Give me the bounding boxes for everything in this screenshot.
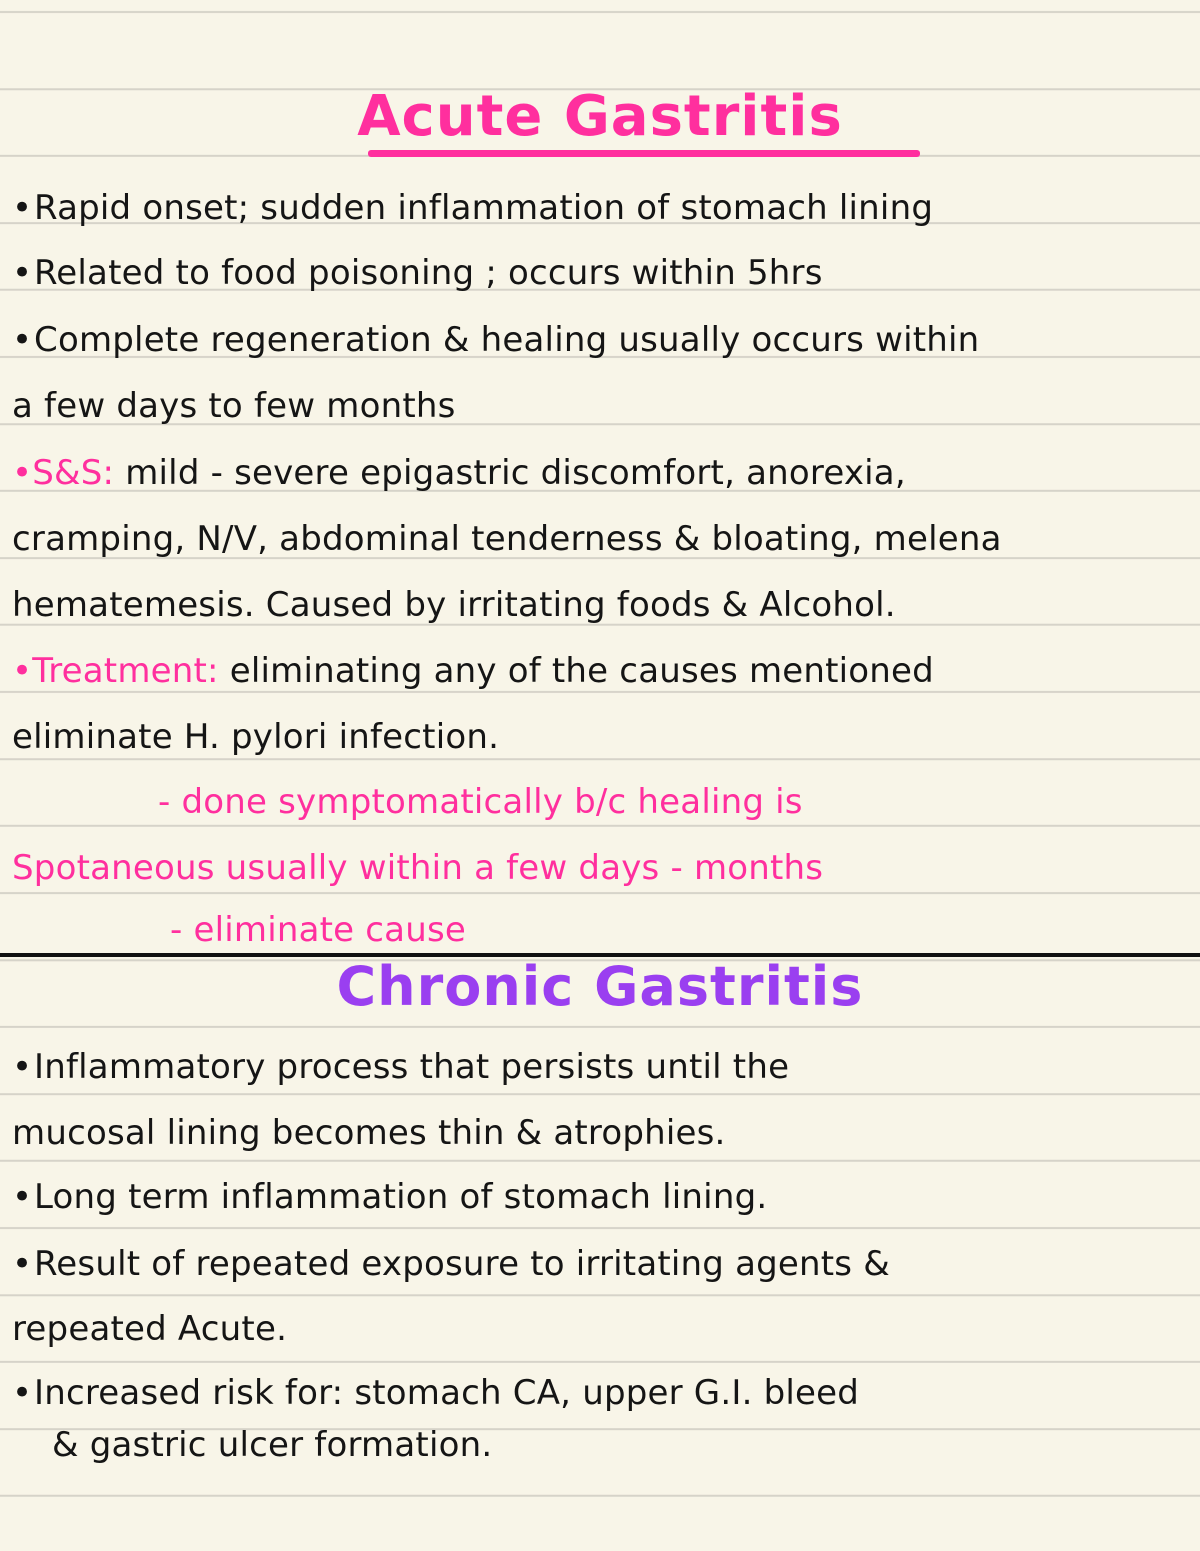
chronic-text-5: repeated Acute. <box>12 1309 288 1349</box>
bullet: • <box>12 188 33 228</box>
chronic-gastritis-title: Chronic Gastritis <box>336 955 864 1018</box>
acute-text-5: mild - severe epigastric discomfort, anorexia, <box>125 453 906 493</box>
acute-line-12 <box>170 905 1200 955</box>
bullet: • <box>12 1244 33 1284</box>
chronic-line-2 <box>12 1108 1197 1158</box>
chronic-line-7 <box>52 1420 1200 1470</box>
chronic-line-3 <box>12 1172 1197 1222</box>
acute-line-11 <box>12 843 1197 893</box>
chronic-text-6: Increased risk for: stomach CA, upper G.I. bleed <box>34 1373 860 1413</box>
acute-line-9 <box>12 712 1197 762</box>
title-underline <box>368 150 920 157</box>
bullet: • <box>12 320 33 360</box>
bullet: • <box>12 253 33 293</box>
chronic-line-1 <box>12 1042 1197 1092</box>
acute-line-1 <box>12 183 1197 233</box>
acute-line-7 <box>12 580 1197 630</box>
acute-line-2 <box>12 248 1197 298</box>
acute-text-8: eliminating any of the causes mentioned <box>229 651 934 691</box>
chronic-line-6 <box>12 1368 1197 1418</box>
chronic-text-4: Result of repeated exposure to irritating agents & <box>34 1244 890 1284</box>
acute-line-8 <box>12 646 1197 696</box>
acute-text-4: a few days to few months <box>12 386 456 426</box>
acute-line-10 <box>158 777 1200 827</box>
treatment-label: •Treatment: <box>12 651 219 691</box>
acute-text-7: hematemesis. Caused by irritating foods & Alcohol. <box>12 585 896 625</box>
acute-text-10: - done symptomatically b/c healing is <box>158 782 803 822</box>
chronic-line-4 <box>12 1239 1197 1289</box>
acute-text-3: Complete regeneration & healing usually occurs within <box>34 320 980 360</box>
chronic-text-2: mucosal lining becomes thin & atrophies. <box>12 1113 726 1153</box>
bullet: • <box>12 1047 33 1087</box>
acute-text-11: Spotaneous usually within a few days - months <box>12 848 824 888</box>
sns-label: •S&S: <box>12 453 115 493</box>
chronic-text-3: Long term inflammation of stomach lining. <box>34 1177 768 1217</box>
bullet: • <box>12 1177 33 1217</box>
chronic-text-1: Inflammatory process that persists until the <box>34 1047 790 1087</box>
acute-line-3 <box>12 315 1197 365</box>
bullet: • <box>12 1373 33 1413</box>
acute-line-5 <box>12 448 1197 498</box>
acute-text-12: - eliminate cause <box>170 910 467 950</box>
acute-text-2: Related to food poisoning ; occurs within 5hrs <box>34 253 823 293</box>
acute-text-9: eliminate H. pylori infection. <box>12 717 500 757</box>
chronic-text-7: & gastric ulcer formation. <box>52 1425 493 1465</box>
acute-text-6: cramping, N/V, abdominal tenderness & bloating, melena <box>12 519 1002 559</box>
acute-line-6 <box>12 514 1197 564</box>
acute-gastritis-title: Acute Gastritis <box>357 84 843 149</box>
chronic-line-5 <box>12 1304 1197 1354</box>
acute-line-4 <box>12 381 1197 431</box>
acute-text-1: Rapid onset; sudden inflammation of stomach lining <box>34 188 934 228</box>
